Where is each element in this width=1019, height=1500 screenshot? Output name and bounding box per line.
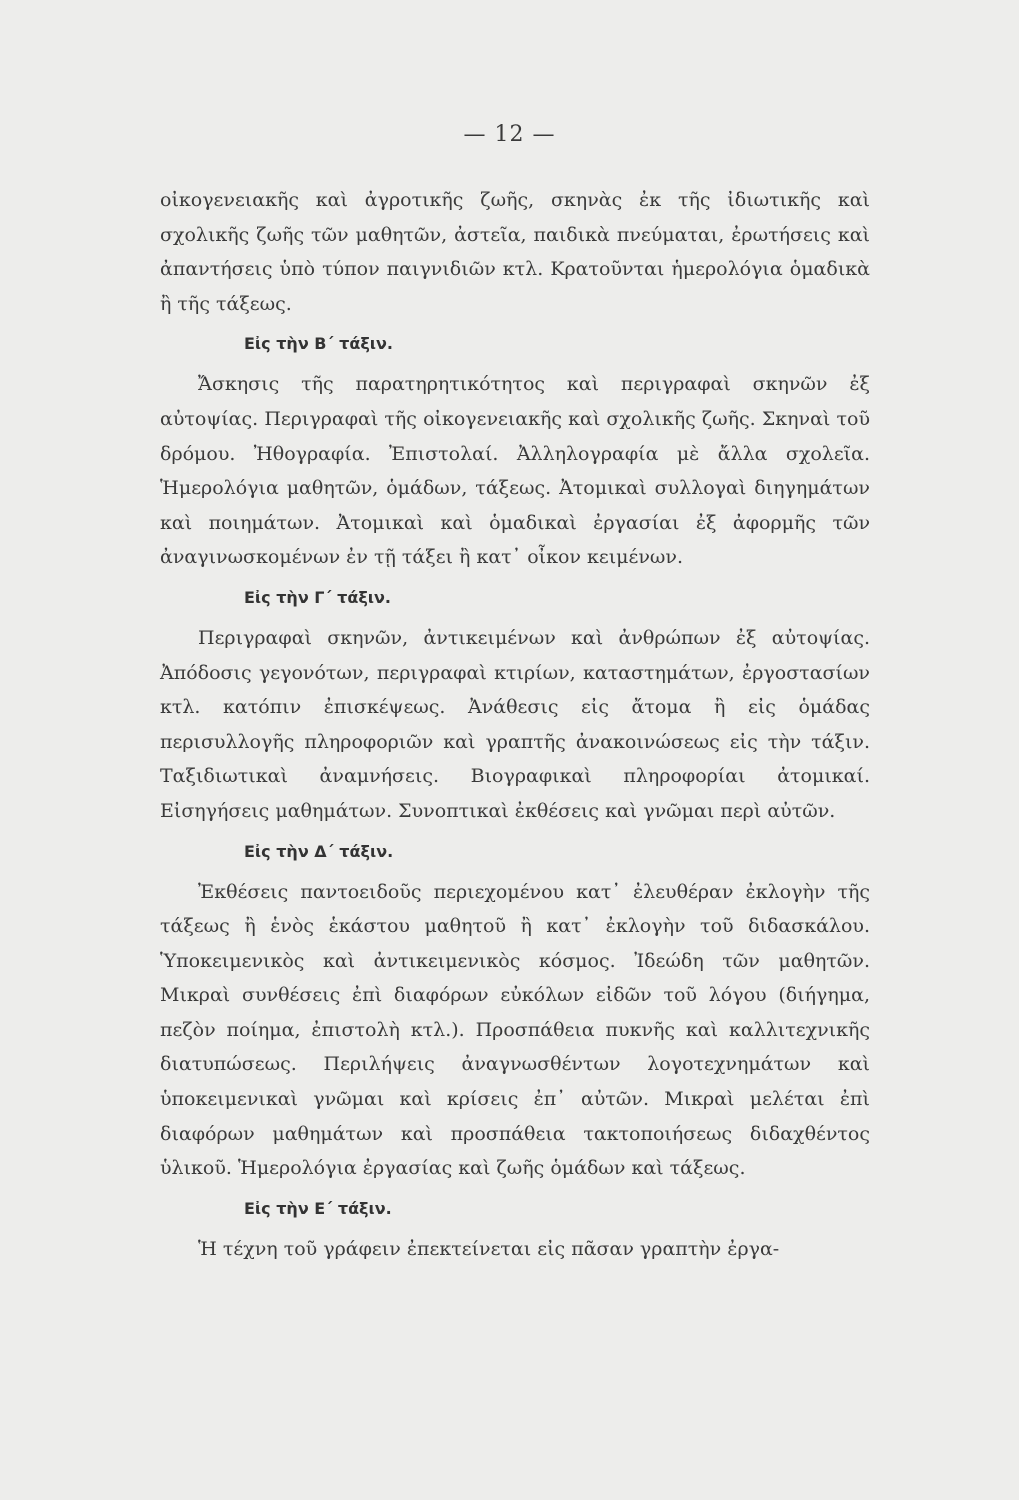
heading-grade-e: Εἰς τὴν Ε΄ τάξιν. xyxy=(244,1198,392,1218)
page-body xyxy=(160,183,870,1266)
paragraph-grade-c: Περιγραφαὶ σκηνῶν, ἀντικειμένων καὶ ἀνθρώπων ἐξ αὐτοψίας. Ἀπόδοσις γεγονότων, περιγραφαὶ κτιρίων, καταστημάτων, ἐργοστασίων κτλ. κατόπιν ἐπισκέψεως. Ἀνάθεσις εἰς ἄτομα ἢ εἰς ὁμάδας περισυλλογῆς πληροφοριῶν καὶ γραπτῆς ἀνακοινώσεως εἰς τὴν τάξιν. Ταξιδιωτικαὶ ἀναμνήσεις. Βιογραφικαὶ πληροφορίαι ἀτομικαί. Εἰσηγήσεις μαθημάτων. Συνοπτικαὶ ἐκθέσεις καὶ γνῶμαι περὶ αὐτῶν. xyxy=(160,626,870,822)
paragraph-grade-b: Ἄσκησις τῆς παρατηρητικότητος καὶ περιγραφαὶ σκηνῶν ἐξ αὐτοψίας. Περιγραφαὶ τῆς οἰκογενειακῆς καὶ σχολικῆς ζωῆς. Σκηναὶ τοῦ δρόμου. Ἠθογραφία. Ἐπιστολαί. Ἀλληλογραφία μὲ ἄλλα σχολεῖα. Ἡμερολόγια μαθητῶν, ὁμάδων, τάξεως. Ἀτομικαὶ συλλογαὶ διηγημάτων καὶ ποιημάτων. Ἀτομικαὶ καὶ ὁμαδικαὶ ἐργασίαι ἐξ ἀφορμῆς τῶν ἀναγινωσκομένων ἐν τῇ τάξει ἢ κατ᾽ οἶκον κειμένων. xyxy=(160,373,870,569)
heading-grade-b: Εἰς τὴν Β΄ τάξιν. xyxy=(244,334,393,354)
page-number: — 12 — xyxy=(463,122,556,147)
paragraph-grade-e: Ἡ τέχνη τοῦ γράφειν ἐπεκτείνεται εἰς πᾶσαν γραπτὴν ἐργα- xyxy=(198,1237,780,1260)
heading-grade-d: Εἰς τὴν Δ΄ τάξιν. xyxy=(244,841,394,861)
intro-paragraph: οἰκογενειακῆς καὶ ἀγροτικῆς ζωῆς, σκηνὰς ἐκ τῆς ἰδιωτικῆς καὶ σχολικῆς ζωῆς τῶν μαθητῶν, ἀστεῖα, παιδικὰ πνεύμαται, ἐρωτήσεις καὶ ἀπαντήσεις ὑπὸ τύπον παιγνιδιῶν κτλ. Κρατοῦνται ἡμερολόγια ὁμαδικὰ ἢ τῆς τάξεως. xyxy=(160,189,870,315)
paragraph-grade-d: Ἐκθέσεις παντοειδοῦς περιεχομένου κατ᾽ ἐλευθέραν ἐκλογὴν τῆς τάξεως ἢ ἑνὸς ἑκάστου μαθητοῦ ἢ κατ᾽ ἐκλογὴν τοῦ διδασκάλου. Ὑποκειμενικὸς καὶ ἀντικειμενικὸς κόσμος. Ἰδεώδη τῶν μαθητῶν. Μικραὶ συνθέσεις ἐπὶ διαφόρων εὐκόλων εἰδῶν τοῦ λόγου (διήγημα, πεζὸν ποίημα, ἐπιστολὴ κτλ.). Προσπάθεια πυκνῆς καὶ καλλιτεχνικῆς διατυπώσεως. Περιλήψεις ἀναγνωσθέντων λογοτεχνημάτων καὶ ὑποκειμενικαὶ γνῶμαι καὶ κρίσεις ἐπ᾽ αὐτῶν. Μικραὶ μελέται ἐπὶ διαφόρων μαθημάτων καὶ προσπάθεια τακτοποιήσεως διδαχθέντος ὑλικοῦ. Ἡμερολόγια ἐργασίας καὶ ζωῆς ὁμάδων καὶ τάξεως. xyxy=(160,880,870,1180)
heading-grade-c: Εἰς τὴν Γ΄ τάξιν. xyxy=(244,587,391,607)
